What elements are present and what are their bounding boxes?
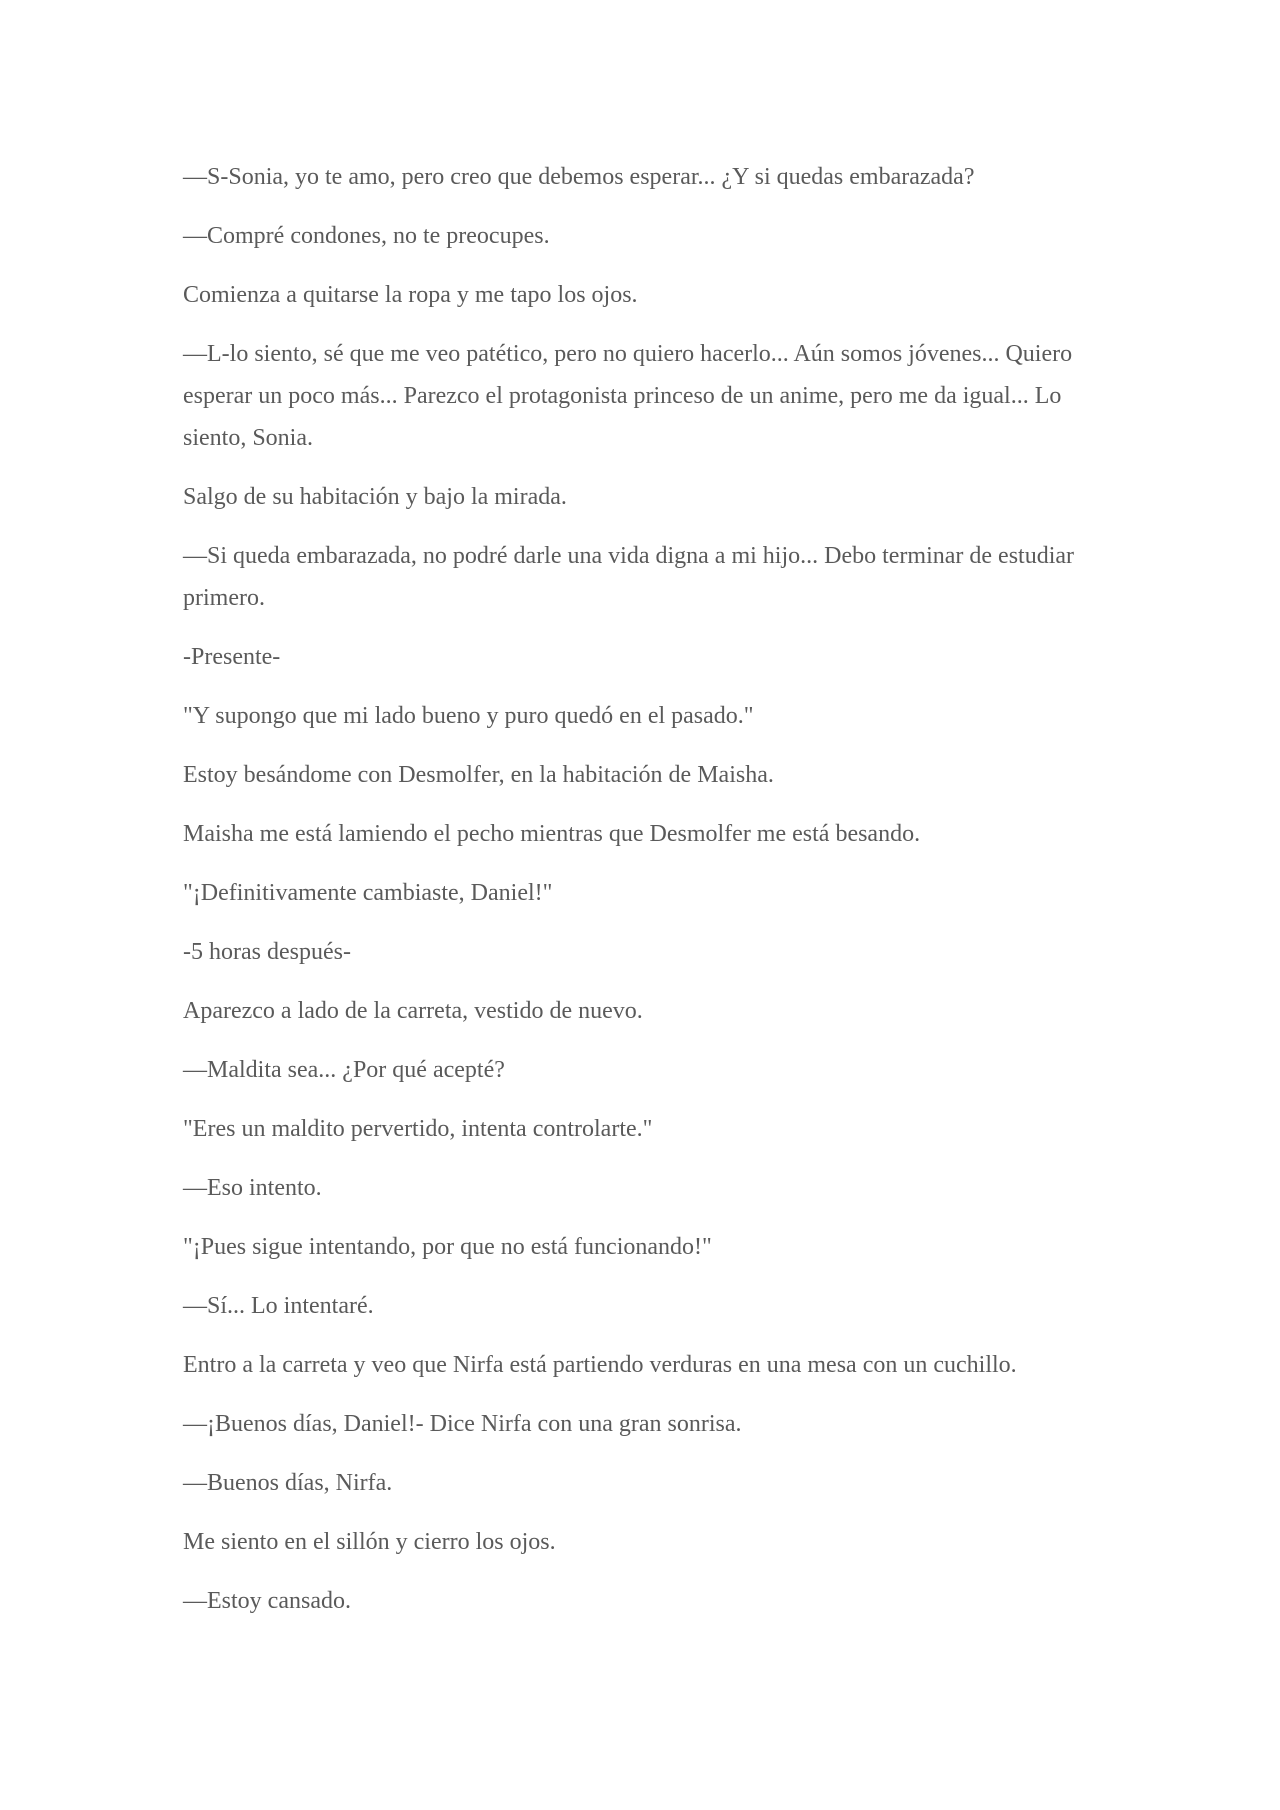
- paragraph: —¡Buenos días, Daniel!- Dice Nirfa con una gran sonrisa.: [183, 1411, 742, 1437]
- paragraph: —Sí... Lo intentaré.: [183, 1293, 374, 1319]
- paragraph: —Eso intento.: [183, 1175, 322, 1201]
- paragraph: —Buenos días, Nirfa.: [183, 1470, 393, 1496]
- paragraph: "¡Definitivamente cambiaste, Daniel!": [183, 880, 553, 906]
- paragraph: Salgo de su habitación y bajo la mirada.: [183, 484, 567, 510]
- scene-marker: -Presente-: [183, 644, 281, 670]
- paragraph: "Eres un maldito pervertido, intenta controlarte.": [183, 1116, 653, 1142]
- document-body: [183, 156, 1103, 1639]
- paragraph: Entro a la carreta y veo que Nirfa está partiendo verduras en una mesa con un cuchillo.: [183, 1352, 1017, 1378]
- paragraph: Me siento en el sillón y cierro los ojos.: [183, 1529, 556, 1555]
- paragraph: —Maldita sea... ¿Por qué acepté?: [183, 1057, 505, 1083]
- paragraph: —Estoy cansado.: [183, 1588, 351, 1614]
- paragraph: Aparezco a lado de la carreta, vestido de nuevo.: [183, 998, 643, 1024]
- paragraph: —Si queda embarazada, no podré darle una vida digna a mi hijo... Debo terminar de estudiar primero.: [183, 543, 1075, 611]
- paragraph: —L-lo siento, sé que me veo patético, pero no quiero hacerlo... Aún somos jóvenes... Quiero esperar un poco más... Parezco el protagonista princeso de un anime, pero me da igual... Lo siento, Sonia.: [183, 341, 1073, 451]
- paragraph: Maisha me está lamiendo el pecho mientras que Desmolfer me está besando.: [183, 821, 921, 847]
- paragraph: "¡Pues sigue intentando, por que no está funcionando!": [183, 1234, 712, 1260]
- scene-marker: -5 horas después-: [183, 939, 351, 965]
- paragraph: Comienza a quitarse la ropa y me tapo los ojos.: [183, 282, 638, 308]
- paragraph: "Y supongo que mi lado bueno y puro quedó en el pasado.": [183, 703, 754, 729]
- paragraph: Estoy besándome con Desmolfer, en la habitación de Maisha.: [183, 762, 774, 788]
- paragraph: —Compré condones, no te preocupes.: [183, 223, 550, 249]
- paragraph: —S-Sonia, yo te amo, pero creo que debemos esperar... ¿Y si quedas embarazada?: [183, 164, 975, 190]
